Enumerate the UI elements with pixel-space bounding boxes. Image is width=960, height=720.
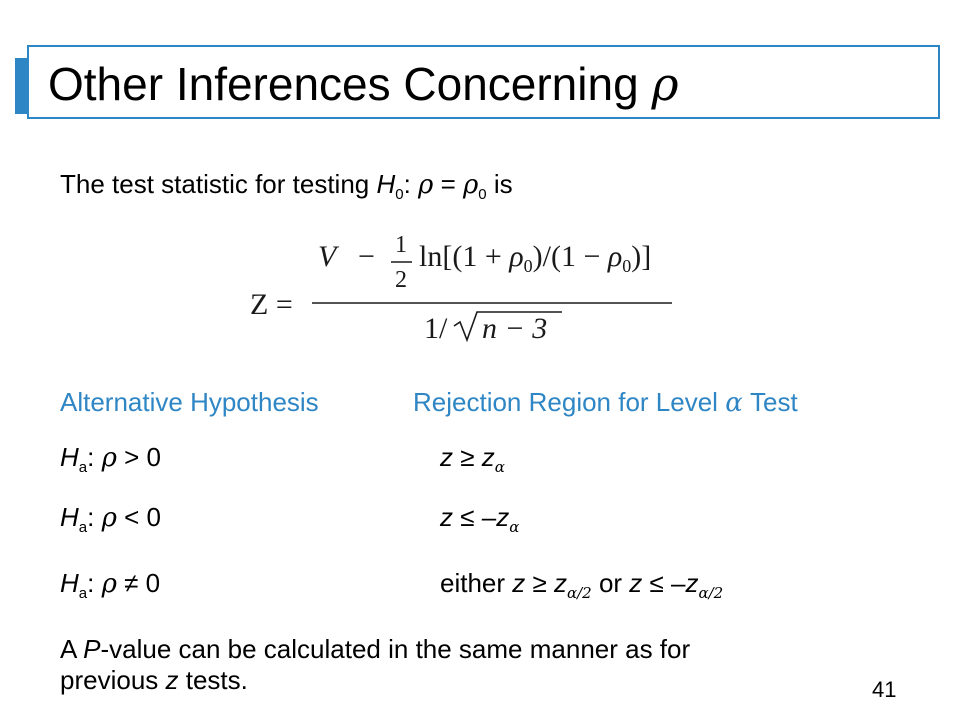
intro-rho0-sub: 0	[478, 186, 487, 203]
eq-den-radicand: n − 3	[482, 312, 548, 344]
intro-colon: :	[403, 169, 419, 199]
intro-text: The test statistic for testing	[60, 169, 377, 199]
alt-hypothesis-2: $H_a$: ρ < 0	[60, 502, 161, 536]
intro-rho0: ρ	[462, 170, 479, 200]
intro-h-sub: 0	[395, 186, 404, 203]
intro-rho: ρ	[418, 170, 434, 200]
intro-h: H	[376, 169, 396, 199]
intro-is: is	[486, 169, 513, 199]
eq-minus: −	[358, 240, 375, 273]
alt-hypothesis-1: $H_a$: ρ > 0	[60, 442, 161, 476]
eq-ln-1: $\ln[(1 + \rho_0)/(1 - \rho_0)]$	[419, 240, 652, 276]
title-text: Other Inferences Concerning	[48, 58, 639, 110]
page-number: 41	[872, 677, 897, 702]
table-header-right: Rejection Region for Level α Test	[413, 387, 798, 418]
eq-half-den: 2	[395, 267, 407, 293]
table-header-left: Alternative Hypothesis	[60, 387, 319, 417]
eq-v: V	[318, 240, 337, 273]
eq-lhs: Z =	[250, 288, 293, 321]
test-statistic-equation	[232, 218, 678, 344]
intro-sentence	[60, 168, 513, 201]
alt-hypothesis-3: $H_a$: ρ ≠ 0	[60, 568, 161, 602]
eq-half-num: 1	[395, 232, 407, 258]
slide-title	[48, 56, 678, 112]
title-rho-symbol: ρ	[651, 57, 679, 111]
pvalue-line-2: previous z tests.	[60, 665, 248, 695]
eq-den-prefix: 1/	[424, 312, 448, 344]
pvalue-line-1: A P-value can be calculated in the same manner as for	[60, 634, 691, 664]
rejection-region-3: either $z \ge z_{\alpha/2}$ or $z \le -z_{\alpha/2}$	[440, 568, 724, 602]
intro-equals: =	[433, 169, 463, 199]
header-alpha: α	[725, 388, 743, 418]
rejection-region-1: $z \ge z_\alpha$	[440, 442, 505, 476]
rejection-region-2: $z \le -z_\alpha$	[440, 502, 520, 536]
